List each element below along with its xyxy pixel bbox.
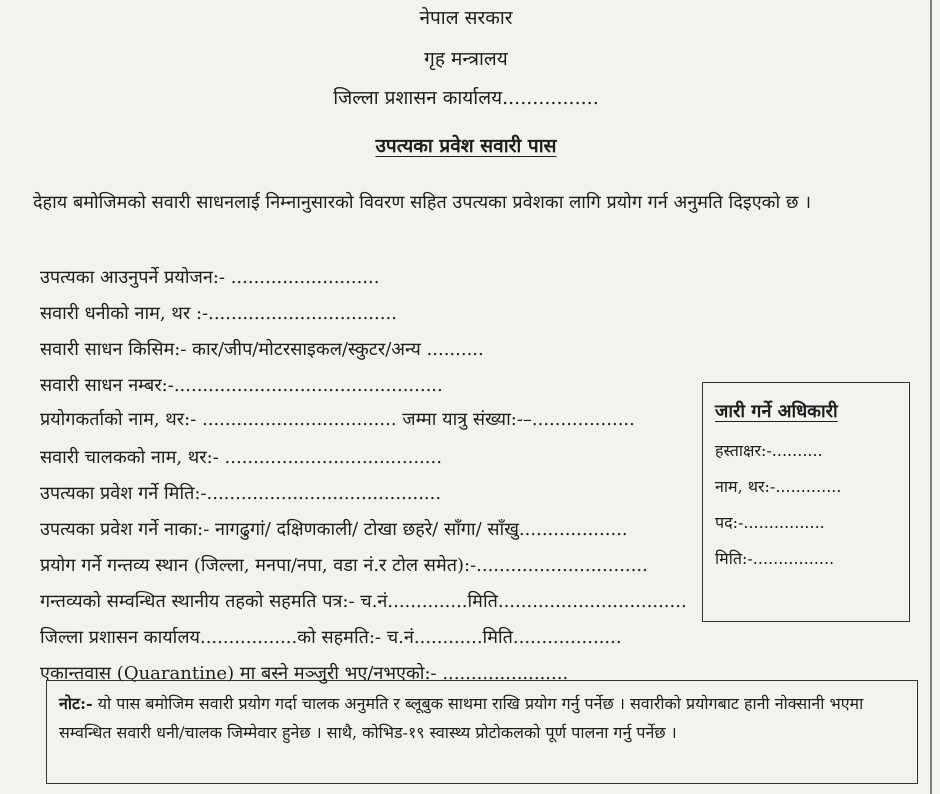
authority-designation: पद:-................ xyxy=(715,513,825,532)
authority-name: नाम, थर:-............. xyxy=(715,477,842,496)
government-name: नेपाल सरकार xyxy=(419,7,513,29)
authority-date: मिति:-................ xyxy=(715,549,835,568)
note-box xyxy=(46,680,918,784)
note-text: यो पास बमोजिम सवारी प्रयोग गर्दा चालक अनुमति र ब्लूबुक साथमा राखि प्रयोग गर्नु पर्नेछ । सवारीको प्रयोगबाट हानी नोक्सानी भएमा सम्वन्धित सवारी धनी/चालक जिम्मेवार हुनेछ । साथै, कोभिड-१९ स्वास्थ्य प्रोटोकलको पूर्ण पालना गर्नु पर्नेछ । xyxy=(59,694,864,742)
field-district-consent: जिल्ला प्रशासन कार्यालय.................को सहमति:- च.नं............मिति................... xyxy=(40,627,622,648)
authority-title: जारी गर्ने अधिकारी xyxy=(715,401,838,422)
field-entry-point: उपत्यका प्रवेश गर्ने नाका:- नागढुगां/ दक्षिणकाली/ टोखा छहरे/ साँगा/ साँखु................... xyxy=(40,519,628,540)
note-label: नोट:- xyxy=(59,694,93,713)
field-destination: प्रयोग गर्ने गन्तव्य स्थान (जिल्ला, मनपा/नपा, वडा नं.र टोल समेत):-.............................. xyxy=(40,555,648,576)
document-title-text: उपत्यका प्रवेश सवारी पास xyxy=(375,135,557,157)
ministry-name: गृह मन्त्रालय xyxy=(424,48,508,70)
field-vehicle-type: सवारी साधन किसिम:- कार/जीप/मोटरसाइकल/स्कुटर/अन्य .......... xyxy=(40,339,484,360)
intro-paragraph: देहाय बमोजिमको सवारी साधनलाई निम्नानुसारको विवरण सहित उपत्यका प्रवेशका लागि प्रयोग गर्न अनुमति दिइएको छ । xyxy=(33,192,812,213)
field-local-consent: गन्तव्यको सम्वन्धित स्थानीय तहको सहमति पत्र:- च.नं..............मिति................................. xyxy=(40,591,687,612)
field-owner-name: सवारी धनीको नाम, थर :-................................. xyxy=(40,303,397,324)
issuing-authority-box xyxy=(702,382,910,622)
authority-signature: हस्ताक्षर:-.......... xyxy=(715,441,823,460)
office-name: जिल्ला प्रशासन कार्यालय................ xyxy=(333,87,599,109)
document-title xyxy=(0,134,932,158)
field-user-name: प्रयोगकर्ताको नाम, थर:- .................................. जम्मा यात्रु संख्या:-–.................. xyxy=(40,409,635,430)
field-driver-name: सवारी चालकको नाम, थर:- ...................................... xyxy=(40,447,442,468)
field-quarantine: एकान्तवास (Quarantine) मा बस्ने मञ्जुरी भए/नभएको:- ...................... xyxy=(40,663,569,684)
field-vehicle-number: सवारी साधन नम्बर:-............................................... xyxy=(40,375,443,396)
field-entry-date: उपत्यका प्रवेश गर्ने मिति:-......................................... xyxy=(40,483,442,504)
field-purpose: उपत्यका आउनुपर्ने प्रयोजन:- .......................... xyxy=(40,267,380,288)
